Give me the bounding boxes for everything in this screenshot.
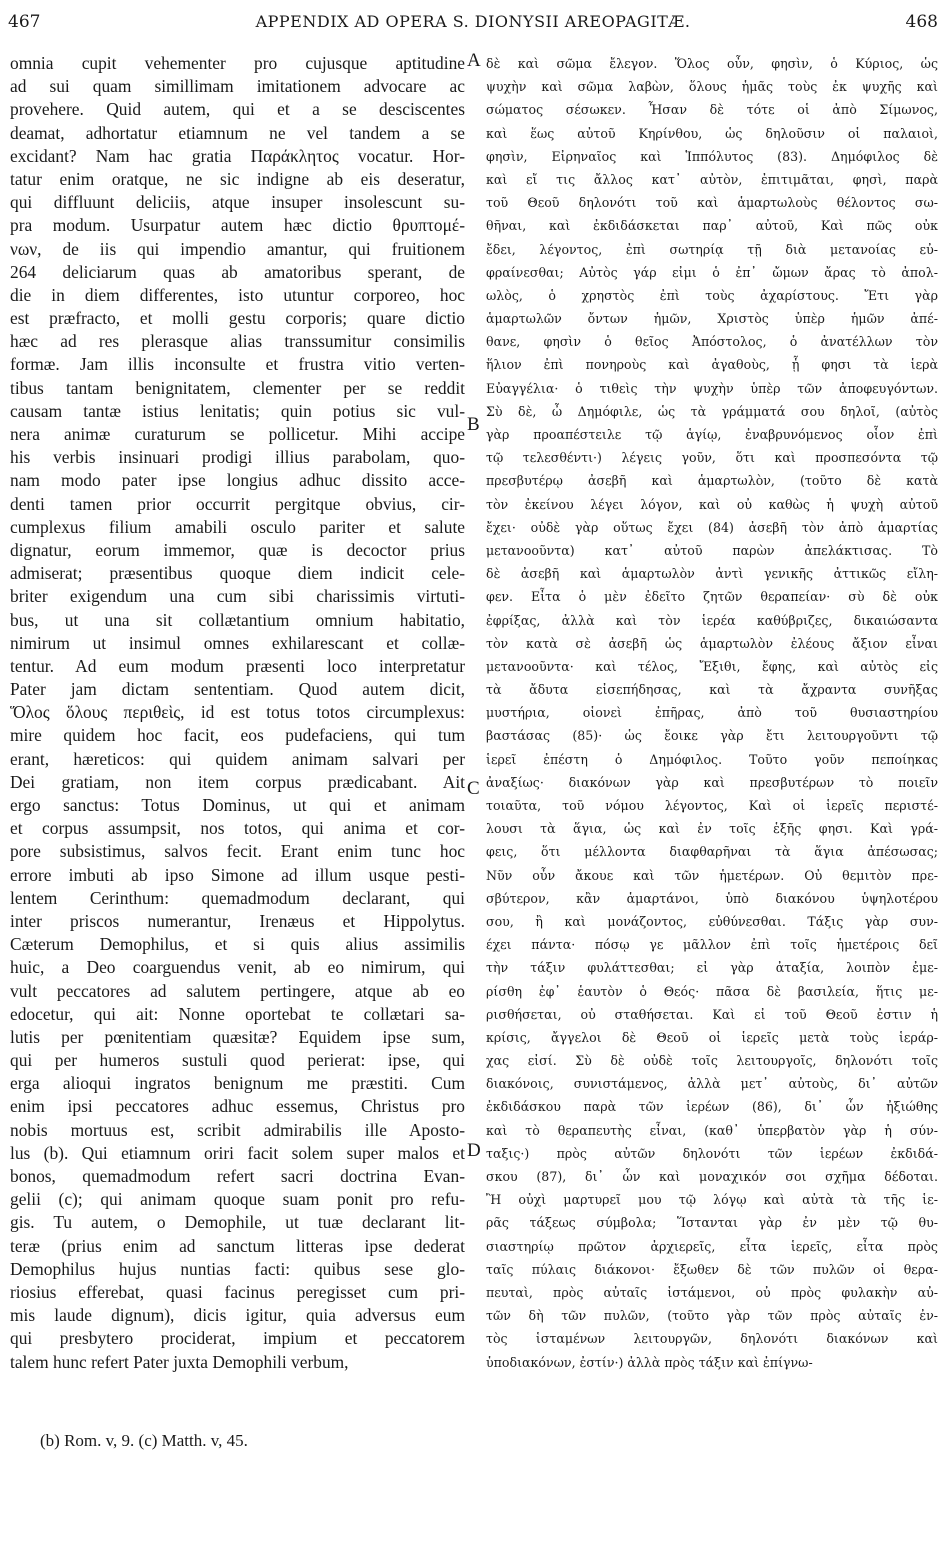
latin-line: et corpus assumpsit, nos totos, qui anima et cor- — [10, 818, 465, 839]
margin-marker-c: C — [467, 778, 480, 799]
greek-line: μετανοοῦντα) κατ᾿ αὐτοῦ παρὼν ἀπελάκτισας. Τὸ — [486, 542, 938, 558]
latin-line: briter exigendum una cum sibi charissimis virtuti- — [10, 586, 465, 607]
greek-line: λουσι τὰ ἅγια, ὡς καὶ ἐν τοῖς ἑξῆς φησι. Καὶ γρά- — [486, 821, 938, 837]
margin-marker-d: D — [467, 1140, 481, 1161]
latin-line: mire quidem hoc facit, eos pudefaciens, qui tum — [10, 725, 465, 746]
latin-line: vult peccatores ad salutem pertingere, atque ab eo — [10, 980, 465, 1001]
greek-line: κρίσις, ἄγγελοι δὲ Θεοῦ οἱ ἱερεῖς μετὰ τοὺς ἱεράρ- — [486, 1029, 938, 1045]
greek-line: ρᾶς τάξεως σύμβολα; Ἵστανται γὰρ ἐν μὲν τῷ θυ- — [486, 1215, 938, 1231]
latin-line: tentur. Ad eum modum præsenti loco interpretatur — [10, 655, 465, 676]
latin-line: bonos, quemadmodum refert sacri doctrina Evan- — [10, 1166, 465, 1186]
greek-line: Ἢ οὐχὶ μαρτυρεῖ μου τῷ λόγῳ καὶ αὐτὰ τὰ τῆς ἱε- — [486, 1192, 938, 1208]
latin-line: ergo sanctus: Totus Dominus, ut qui et animam — [10, 795, 465, 815]
latin-line: Ὅλος ὅλους περιθεὶς, id est totus totos circumplexus: — [10, 702, 465, 723]
latin-line: ad sui quam simillimam imitationem advocare ac — [10, 76, 465, 97]
greek-line: καὶ εἴ τις ἄλλος κατ᾿ αὐτὸν, ἐπιτιμᾶται, φησὶ, παρὰ — [486, 171, 938, 187]
latin-line: 264 deliciarum quas ab amatoribus sperant, de — [10, 261, 465, 282]
latin-line: die in diem differentes, isto utuntur corporeo, hoc — [10, 284, 465, 305]
greek-line: ταξις·) πρὸς αὐτῶν δηλονότι τῶν ἱερέων ἐκδιδά- — [486, 1145, 938, 1161]
greek-line: ἐφρίξας, ἀλλὰ καὶ τὸν ἱερέα καθύβριζες, δικαιώσαντα — [486, 612, 938, 628]
latin-line: Pater jam dictam sententiam. Quod autem dicit, — [10, 679, 465, 700]
greek-line: χας εἰσί. Σὺ δὲ οὐδὲ τοῖς λειτουργοῖς, δηλονότι τοῖς — [486, 1053, 938, 1069]
greek-line: ψυχὴν καὶ σῶμα λαβὼν, ὅλους ἡμᾶς τοὺς ἐκ ψυχῆς καὶ — [486, 79, 938, 95]
greek-line: θῆναι, καὶ ἐκδιδάσκεται παρ᾿ αὐτοῦ, Καὶ πῶς οὐκ — [486, 218, 938, 234]
greek-line: ρισθήσεται, οὐ σταθήσεται. Καὶ εἰ τοῦ Θεοῦ ἐστιν ἡ — [486, 1006, 938, 1022]
latin-line: dignatur, eorum immemor, quæ is decoctor prius — [10, 539, 465, 560]
latin-line: erga alioqui ingratos benignum me præstiti. Cum — [10, 1073, 465, 1094]
greek-column — [486, 52, 938, 1374]
greek-line: ἔχει· οὐδὲ γὰρ οὕτως ἔχει (84) ἀσεβῆ τὸν ἀπὸ ἁμαρτίας — [486, 519, 938, 535]
greek-line: ἐκδιδάσκου παρὰ τῶν ἱερέων (86), δι᾿ ὧν ἠξιώθης — [486, 1099, 938, 1115]
latin-line: enim ipsi peccatores adhuc essemus, Christus pro — [10, 1096, 465, 1117]
greek-line: καὶ ἕως αὐτοῦ Κηρίνθου, ὡς δηλοῦσιν οἱ παλαιοὶ, — [486, 125, 938, 141]
latin-line: provehere. Quid autem, qui et a se desciscentes — [10, 99, 465, 120]
greek-line: ἱερεῖ ἐπέστη ὁ Δημόφιλος. Τοῦτο γοῦν πεποίηκας — [486, 751, 938, 767]
greek-line: σώματος σέσωκεν. Ἦσαν δὲ τότε οἱ ἀπὸ Σίμωνος, — [486, 102, 938, 118]
greek-line: ωλὸς, ὁ χρηστὸς ἐπὶ τοὺς ἀχαρίστους. Ἔτι γὰρ — [486, 287, 938, 303]
latin-line: hæc ad res plerasque alias transsumitur consimilis — [10, 331, 465, 352]
greek-line: έχει πάντα· πόσῳ γε μᾶλλον ἐπὶ τοῖς ἡμετέροις δεῖ — [486, 937, 938, 953]
greek-line: φραίνεσθαι; Αὐτὸς γάρ εἰμι ὁ ἐπ᾿ ὤμων ἄρας τὸ ἀπολ- — [486, 264, 938, 280]
greek-line: σκου (87), δι᾿ ὧν καὶ μοναχικόν σοι σχῆμα δέδοται. — [486, 1169, 938, 1184]
greek-line: τὸν ἐκείνου λέγει λόγον, καὶ οὐ καθὼς ἡ ψυχὴ αὐτοῦ — [486, 496, 938, 512]
greek-line: ἁμαρτωλῶν ὄντων ἡμῶν, Χριστὸς ὑπὲρ ἡμῶν ἀπέ- — [486, 311, 938, 327]
latin-line: gelii (c); qui animam quoque suam ponit pro refu- — [10, 1189, 465, 1210]
latin-line: bus, ut una sit collætantium omnium habitatio, — [10, 609, 465, 630]
greek-line: φεν. Εἶτα ὁ μὲν ἐδεῖτο ζητῶν θεραπείαν· σὺ δὲ οὐκ — [486, 589, 938, 605]
greek-line: ἔδει, λέγοντος, ἐπὶ σωτηρίᾳ τῇ διὰ μετανοίας εὐ- — [486, 241, 938, 257]
greek-line: φησὶν, Εἰρηναῖος καὶ Ἱππόλυτος (83). Δημόφιλος δὲ — [486, 148, 938, 164]
greek-line: τῷ τελεσθέντι·) λέγεις γοῦν, ὅτι καὶ προσπεσόντα τῷ — [486, 450, 938, 466]
latin-line: riosius efferebat, quasi facinus peregisset cum pri- — [10, 1281, 465, 1302]
greek-line: σιαστηρίῳ πρῶτον ἀρχιερεῖς, εἶτα ἱερεῖς, εἶτα πρὸς — [486, 1238, 938, 1254]
page-number-right: 468 — [905, 12, 938, 32]
latin-line: nobis mortuus est, scribit admirabilis ille Aposto- — [10, 1119, 465, 1140]
latin-line: inter priscos numerantur, Irenæus et Hippolytus. — [10, 910, 465, 931]
greek-line: ἥλιον ἐπὶ πονηροὺς καὶ ἀγαθοὺς, ᾗ φησι τὰ ἱερὰ — [486, 357, 938, 373]
latin-line: qui per humeros sustuli quod perierat: ipse, qui — [10, 1050, 465, 1071]
latin-line: huic, a Deo coarguendus venit, ab eo nimirum, qui — [10, 957, 465, 978]
latin-line: mis laude dignum), dicis igitur, quia adversus eum — [10, 1305, 465, 1326]
latin-column — [10, 52, 465, 1374]
greek-line: τὸν κατὰ σὲ ἀσεβῆ ὡς ἁμαρτωλὸν ἐλέους ἄξιον εἶναι — [486, 635, 938, 651]
latin-line: nimirum ut insimul omnes exhilarescant et collæ- — [10, 632, 465, 653]
greek-line: τὴν τάξιν φυλάττεσθαι; εἰ γὰρ ἀταξία, λοιπὸν ἐμε- — [486, 960, 938, 976]
latin-line: qui diffluunt deliciis, atque insuper insolescunt su- — [10, 192, 465, 213]
latin-line: gis. Tu autem, o Demophile, ut tuæ declarant lit- — [10, 1212, 465, 1233]
latin-line: Dei gratiam, non item corpus prædicabant. Ait — [10, 771, 465, 792]
greek-line: τὰ ἄδυτα εἰσεπήδησας, καὶ τὰ ἄχραντα συνῆξας — [486, 682, 938, 698]
greek-line: σου, ἢ καὶ μονάζοντος, εὐθύνεσθαι. Τάξις γὰρ συν- — [486, 913, 938, 929]
latin-line: Demophilus hujus nuntias facti: quibus sese glo- — [10, 1258, 465, 1279]
latin-line: edocetur, qui ait: Nonne oportebat te collætari sa- — [10, 1003, 465, 1024]
page-number-left: 467 — [8, 12, 41, 32]
latin-line: nera animæ curaturum se pollicetur. Mihi accipe — [10, 424, 465, 444]
latin-line: nam modo pater ipse longius adhuc dissito acce- — [10, 470, 465, 491]
margin-marker-a: A — [467, 50, 481, 71]
footnotes: (b) Rom. v, 9. (c) Matth. v, 45. — [40, 1431, 248, 1450]
latin-line: lutis per pœnitentiam quæsitæ? Equidem ipse sum, — [10, 1026, 465, 1047]
greek-line: διακόνοις, συνιστάμενος, ἀλλὰ μετ᾿ αὐτοὺς, δι᾿ αὐτῶν — [486, 1076, 938, 1092]
greek-line: τὸς ἱσταμένων λειτουργῶν, δηλονότι διακόνων καὶ — [486, 1331, 938, 1347]
running-header — [8, 8, 938, 38]
latin-line: Cæterum Demophilus, et si quis alius assimilis — [10, 934, 465, 955]
greek-line: μετανοοῦντα· καὶ τέλος, Ἔξιθι, ἔφης, καὶ αὐτὸς εἰς — [486, 658, 938, 674]
latin-line: tatur enim oratque, ne sic indigne ab eis deseratur, — [10, 168, 465, 189]
running-title: APPENDIX AD OPERA S. DIONYSII AREOPAGITÆ. — [255, 12, 691, 31]
latin-line: cumplexus filium amabili osculo pariter et salute — [10, 516, 465, 537]
latin-line: causam tantæ istius lenitatis; quin potius sic vul- — [10, 400, 465, 421]
latin-line: denti tamen prior occurrit pergitque obvius, cir- — [10, 493, 465, 514]
greek-line: σβύτερον, κἂν ἁμαρτάνοι, ὑπὸ διακόνου ὑψηλοτέρου — [486, 890, 938, 906]
greek-line: μυστήρια, οἱονεὶ ἐπῆρας, ἀπὸ τοῦ θυσιαστηρίου — [486, 705, 938, 721]
latin-line: pra modum. Usurpatur autem hæc dictio θρυπτομέ- — [10, 215, 465, 236]
greek-line: Νῦν οὖν ἄκουε καὶ τῶν ἡμετέρων. Οὐ θεμιτὸν πρε- — [486, 867, 938, 883]
greek-line: ρίσθη ἐφ᾿ ἑαυτὸν ὁ Θεός· πᾶσα δὲ βασιλεία, ἥτις με- — [486, 983, 938, 999]
latin-line: deamat, adhortatur etiamnum ne vel tandem a se — [10, 122, 465, 143]
greek-line: καὶ τὸ θεραπευτὴς εἶναι, (καθ᾿ ὑπερβατὸν γὰρ ἡ σύν- — [486, 1122, 938, 1138]
greek-line: τοῦ Θεοῦ δηλονότι τοῦ καὶ ἁμαρτωλοὺς θέλοντος σω- — [486, 195, 938, 211]
greek-line: Σὺ δὲ, ὦ Δημόφιλε, ὡς τὰ γράμματά σου δηλοῖ, (αὐτὸς — [486, 403, 938, 419]
greek-line: δὲ ἀσεβῆ καὶ ἁμαρτωλὸν ἀντὶ γενικῆς ἀττικῶς εἴλη- — [486, 566, 938, 582]
greek-line: φεις, ὅτι μέλλοντα διαφθαρῆναι τὰ ἅγια ἀπέσωσας; — [486, 844, 938, 860]
latin-line: teræ (prius enim ad sanctum litteras ipse dederat — [10, 1235, 465, 1256]
latin-line: tibus tantam benignitatem, clementer per se reddit — [10, 377, 465, 398]
latin-line: pore subsistimus, salvos fecit. Erant enim tunc hoc — [10, 841, 465, 862]
latin-line: omnia cupit vehementer pro cujusque aptitudine — [10, 53, 465, 73]
latin-line: est præfracto, et molli gestu corporis; quare dictio — [10, 308, 465, 329]
latin-line: formæ. Jam illis inconsulte et frustra vitio verten- — [10, 354, 465, 375]
latin-line: errore imbuti ab ipso Simone ad illum usque pesti- — [10, 864, 465, 885]
latin-line: his verbis insinuari prodigi illius parabolam, quo- — [10, 447, 465, 468]
greek-line: βαστάσας (85)· ὡς ἔοικε γὰρ ἔτι λειτουργοῦντι τῷ — [486, 728, 938, 744]
greek-line: πευταὶ, πρὸς αὐταῖς ἱστάμενοι, οὐ πρὸς φυλακὴν αὐ- — [486, 1284, 938, 1300]
latin-line: lus (b). Qui etiamnum oriri facit solem super malos et — [10, 1142, 465, 1163]
latin-line: talem hunc refert Pater juxta Demophili verbum, — [10, 1351, 349, 1372]
greek-line: ὑποδιακόνων, ἐστίν·) ἀλλὰ πρὸς τάξιν καὶ ἐπίγνω- — [486, 1354, 813, 1370]
greek-line: θανε, φησὶν ὁ θεῖος Ἀπόστολος, ὁ ἀνατέλλων τὸν — [486, 334, 938, 350]
latin-line: erant, hæreticos: qui quidem animam salvari per — [10, 748, 465, 769]
greek-line: ἀναξίως· διακόνων γὰρ καὶ πρεσβυτέρων τὸ ποιεῖν — [486, 774, 938, 790]
latin-line: lentem Cerinthum: quemadmodum declarant, qui — [10, 887, 465, 908]
greek-line: πρεσβυτέρῳ ἀσεβῆ καὶ ἁμαρτωλὸν, (τοῦτο δὲ κατὰ — [486, 473, 938, 489]
greek-line: ταῖς πύλαις διάκονοι· ἔξωθεν δὲ τῶν πυλῶν οἱ θερα- — [486, 1261, 938, 1277]
greek-line: τῶν δὴ τῶν πυλῶν, (τοῦτο γὰρ τῶν πρὸς αὐταῖς ἐν- — [486, 1308, 938, 1324]
margin-marker-b: B — [467, 414, 480, 435]
greek-line: τοιαῦτα, τοῦ νόμου λέγοντος, Καὶ οἱ ἱερεῖς περιστέ- — [486, 798, 938, 813]
greek-line: δὲ καὶ σῶμα ἔλεγον. Ὅλος οὖν, φησὶν, ὁ Κύριος, ὡς — [486, 56, 938, 71]
greek-line: Εὐαγγέλια· ὁ τιθεὶς τὴν ψυχὴν ὑπὲρ τῶν ἀποφευγόντων. — [486, 380, 938, 396]
latin-line: qui presbytero prociderat, impium et peccatorem — [10, 1328, 465, 1349]
latin-line: excidant? Nam hac gratia Παράκλητος vocatur. Hor- — [10, 145, 465, 166]
greek-line: γὰρ προαπέστειλε τῷ ἁγίῳ, ἐναβρυνόμενος οἷον ἐπὶ — [486, 427, 938, 442]
latin-line: νων, de iis qui impendio amantur, qui fruitionem — [10, 238, 465, 259]
latin-line: admiserat; præsentibus quoque diem indicit cele- — [10, 563, 465, 584]
